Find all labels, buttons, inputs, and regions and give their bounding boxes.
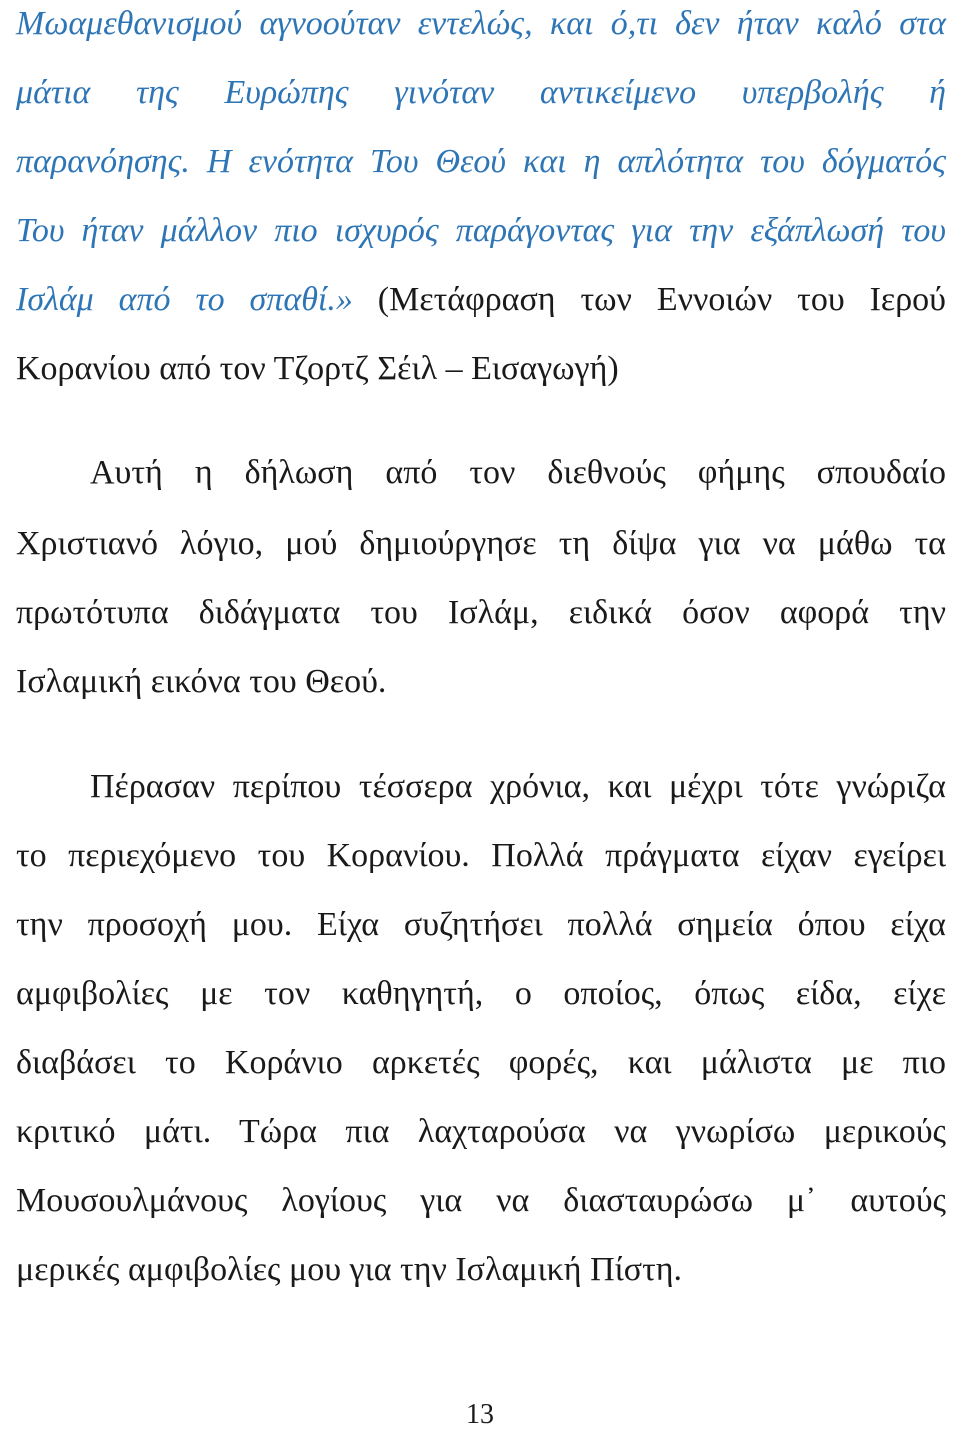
paragraph-2-line: κριτικό μάτι. Τώρα πια λαχταρούσα να γνωρίσω μερικούς (16, 1113, 946, 1150)
paragraph-2-line: διαβάσει το Κοράνιο αρκετές φορές, και μάλιστα με πιο (16, 1044, 946, 1081)
citation-text: (Μετάφραση των Εννοιών του Ιερού (352, 281, 946, 318)
quote-end: Ισλάμ από το σπαθί.» (16, 281, 353, 318)
paragraph-2-line: Μουσουλμάνους λογίους για να διασταυρώσω μ᾽ αυτούς (16, 1182, 946, 1219)
quote-line: παρανόησης. Η ενότητα Του Θεού και η απλότητα του δόγματός (16, 143, 946, 180)
paragraph-2-line: μερικές αμφιβολίες μου για την Ισλαμική Πίστη. (16, 1251, 683, 1288)
citation-line: Κορανίου από τον Τζορτζ Σέιλ – Εισαγωγή) (16, 350, 619, 387)
quote-line: μάτια της Ευρώπης γινόταν αντικείμενο υπερβολής ή (16, 74, 946, 111)
paragraph-1-line: Χριστιανό λόγιο, μού δημιούργησε τη δίψα για να μάθω τα (16, 525, 946, 562)
paragraph-1-line: πρωτότυπα διδάγματα του Ισλάμ, ειδικά όσον αφορά την (16, 594, 946, 631)
paragraph-1-line: Ισλαμική εικόνα του Θεού. (16, 663, 387, 700)
quote-citation-line (16, 280, 946, 320)
paragraph-2-line: αμφιβολίες με τον καθηγητή, ο οποίος, όπως είδα, είχε (16, 975, 946, 1012)
quote-line: Μωαμεθανισμού αγνοούταν εντελώς, και ό,τι δεν ήταν καλό στα (16, 5, 946, 42)
paragraph-1-line: Αυτή η δήλωση από τον διεθνούς φήμης σπουδαίο (90, 454, 946, 491)
paragraph-2-line: το περιεχόμενο του Κορανίου. Πολλά πράγματα είχαν εγείρει (16, 837, 946, 874)
paragraph-2-line: την προσοχή μου. Είχα συζητήσει πολλά σημεία όπου είχα (16, 906, 946, 943)
quote-line: Του ήταν μάλλον πιο ισχυρός παράγοντας για την εξάπλωσή του (16, 212, 946, 249)
page-number: 13 (466, 1399, 494, 1430)
paragraph-2-line: Πέρασαν περίπου τέσσερα χρόνια, και μέχρι τότε γνώριζα (90, 768, 946, 805)
